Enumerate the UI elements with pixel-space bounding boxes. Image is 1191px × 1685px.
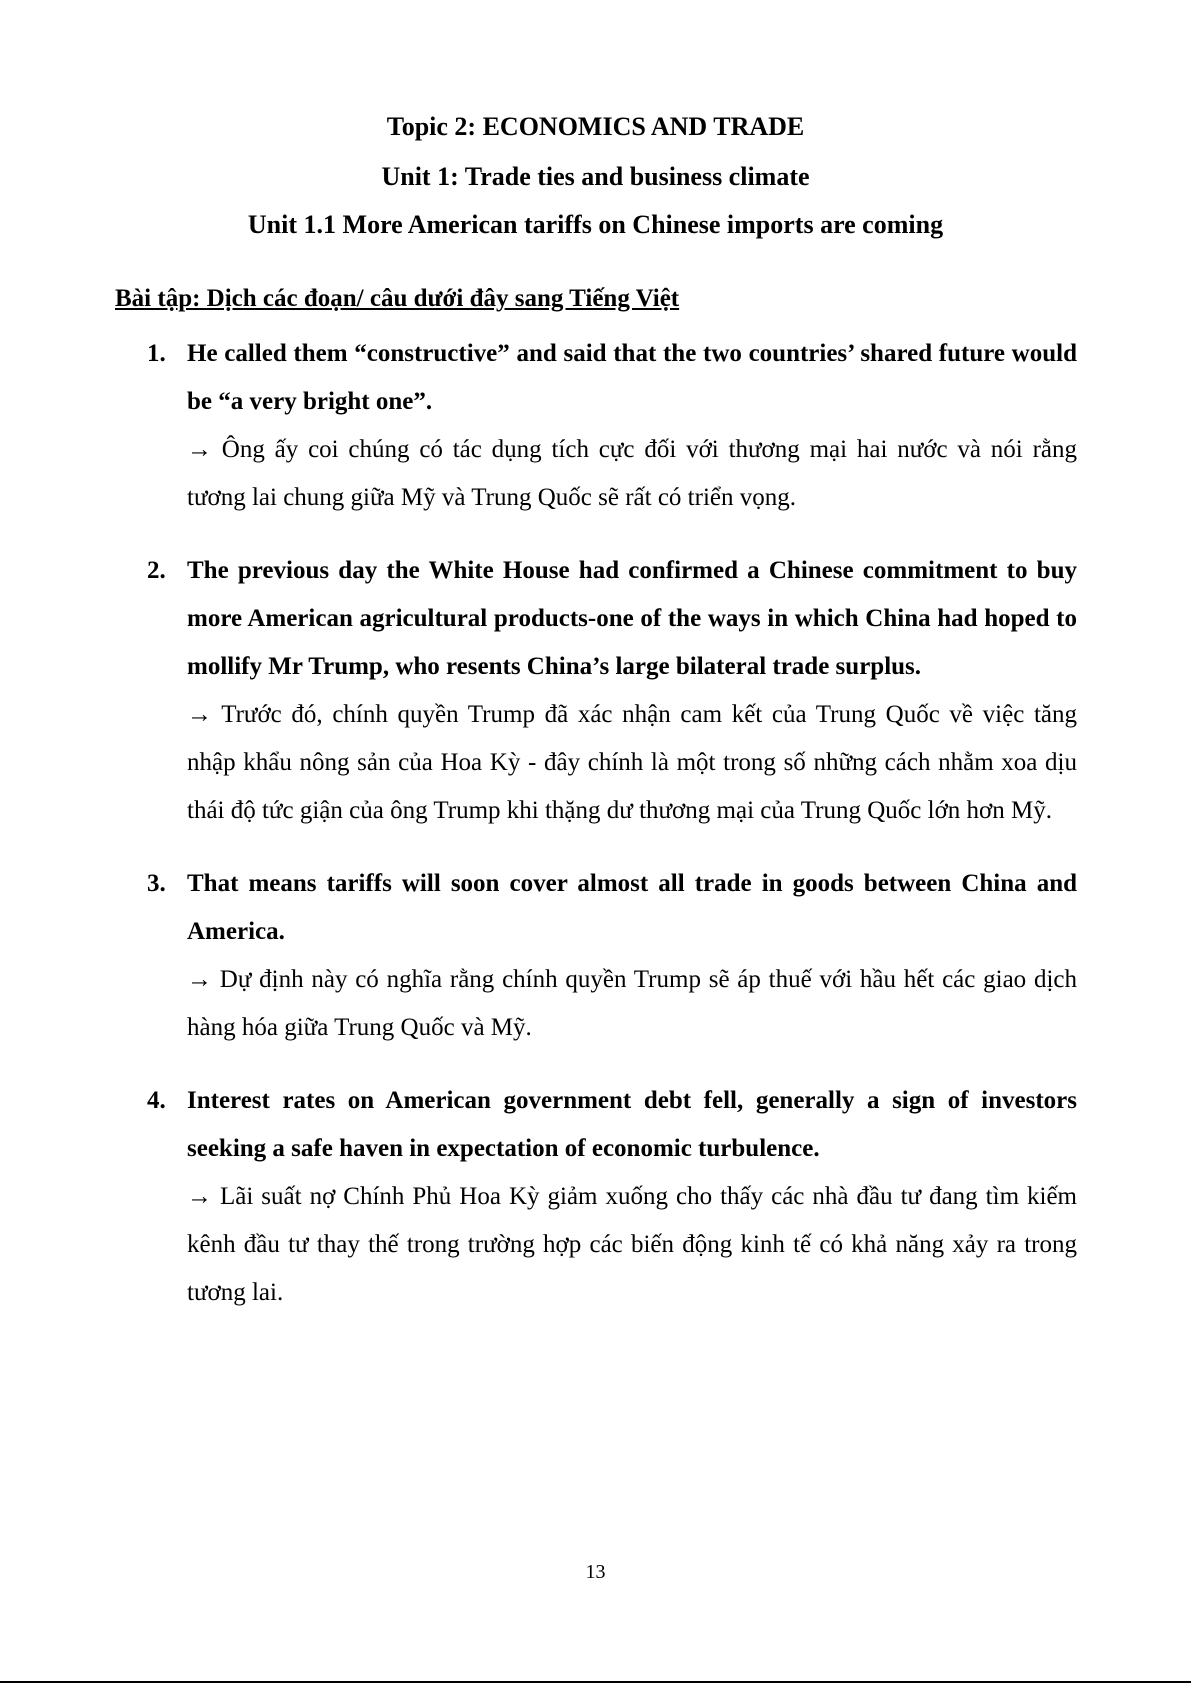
question-item-3	[147, 860, 1077, 1052]
english-sentence: He called them “constructive” and said that the two countries’ shared future would be “a very bright one”.	[187, 340, 1077, 415]
vietnamese-translation: → Trước đó, chính quyền Trump đã xác nhận cam kết của Trung Quốc về việc tăng nhập khẩu nông sản của Hoa Kỳ - đây chính là một trong số những cách nhằm xoa dịu thái độ tức giận của ông Trump khi thặng dư thương mại của Trung Quốc lớn hơn Mỹ.	[187, 701, 1077, 824]
question-number: 1.	[147, 340, 166, 367]
question-item-2	[147, 547, 1077, 835]
footer-rule	[0, 1681, 1191, 1683]
exercise-title: Bài tập: Dịch các đoạn/ câu dưới đây sang Tiếng Việt	[115, 285, 680, 312]
vietnamese-translation: → Dự định này có nghĩa rằng chính quyền Trump sẽ áp thuế với hầu hết các giao dịch hàng hóa giữa Trung Quốc và Mỹ.	[187, 966, 1077, 1041]
question-list	[147, 330, 1077, 1342]
english-sentence: Interest rates on American government debt fell, generally a sign of investors seeking a safe haven in expectation of economic turbulence.	[187, 1087, 1077, 1162]
question-number: 2.	[147, 557, 166, 584]
question-item-4	[147, 1077, 1077, 1317]
subunit-heading: Unit 1.1 More American tariffs on Chinese imports are coming	[247, 210, 944, 239]
vietnamese-translation: → Lãi suất nợ Chính Phủ Hoa Kỳ giảm xuống cho thấy các nhà đầu tư đang tìm kiếm kênh đầu tư thay thế trong trường hợp các biến động kinh tế có khả năng xảy ra trong tương lai.	[187, 1183, 1077, 1306]
topic-heading: Topic 2: ECONOMICS AND TRADE	[386, 112, 805, 141]
question-number: 4.	[147, 1087, 166, 1114]
english-sentence: That means tariffs will soon cover almost all trade in goods between China and America.	[187, 870, 1077, 945]
vietnamese-translation: → Ông ấy coi chúng có tác dụng tích cực đối với thương mại hai nước và nói rằng tương lai chung giữa Mỹ và Trung Quốc sẽ rất có triển vọng.	[187, 436, 1077, 511]
question-number: 3.	[147, 870, 166, 897]
page-number: 13	[585, 1561, 606, 1583]
question-item-1	[147, 330, 1077, 522]
unit-heading: Unit 1: Trade ties and business climate	[381, 162, 810, 191]
english-sentence: The previous day the White House had confirmed a Chinese commitment to buy more American agricultural products-one of the ways in which China had hoped to mollify Mr Trump, who resents China’s large bilateral trade surplus.	[187, 557, 1077, 680]
